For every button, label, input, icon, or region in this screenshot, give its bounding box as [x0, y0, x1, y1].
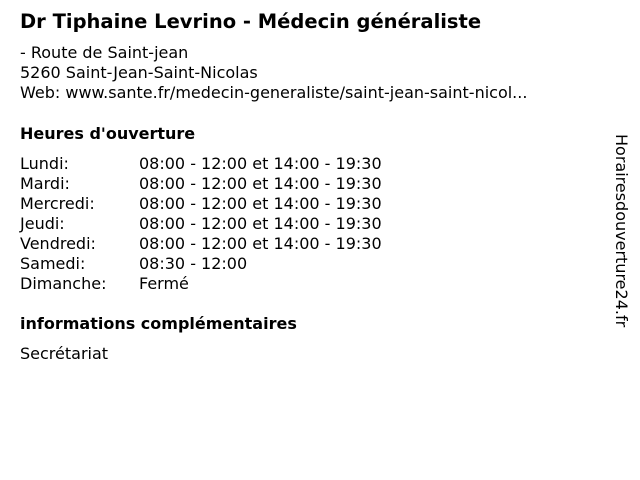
- hours-time: Fermé: [139, 274, 189, 293]
- info-heading: informations complémentaires: [20, 314, 297, 333]
- info-text: Secrétariat: [20, 344, 109, 363]
- hours-time: 08:00 - 12:00 et 14:00 - 19:30: [139, 214, 382, 233]
- address-web[interactable]: Web: www.sante.fr/medecin-generaliste/saint-jean-saint-nicol...: [20, 83, 528, 102]
- site-watermark: [611, 134, 635, 346]
- hours-heading: Heures d'ouverture: [20, 124, 196, 143]
- hours-time: 08:30 - 12:00: [139, 254, 248, 273]
- watermark-text: Horairesdouverture24.fr: [612, 134, 631, 328]
- hours-day: Dimanche:: [20, 274, 107, 293]
- hours-day: Mercredi:: [20, 194, 95, 213]
- hours-day: Lundi:: [20, 154, 69, 173]
- address-city: 5260 Saint-Jean-Saint-Nicolas: [20, 63, 258, 82]
- hours-day: Samedi:: [20, 254, 86, 273]
- address-street: - Route de Saint-jean: [20, 43, 189, 62]
- hours-day: Mardi:: [20, 174, 70, 193]
- hours-time: 08:00 - 12:00 et 14:00 - 19:30: [139, 174, 382, 193]
- hours-day: Jeudi:: [20, 214, 65, 233]
- hours-time: 08:00 - 12:00 et 14:00 - 19:30: [139, 194, 382, 213]
- hours-day: Vendredi:: [20, 234, 96, 253]
- hours-time: 08:00 - 12:00 et 14:00 - 19:30: [139, 154, 382, 173]
- page-title: Dr Tiphaine Levrino - Médecin généraliste: [20, 10, 482, 33]
- hours-time: 08:00 - 12:00 et 14:00 - 19:30: [139, 234, 382, 253]
- address-block: [20, 43, 527, 103]
